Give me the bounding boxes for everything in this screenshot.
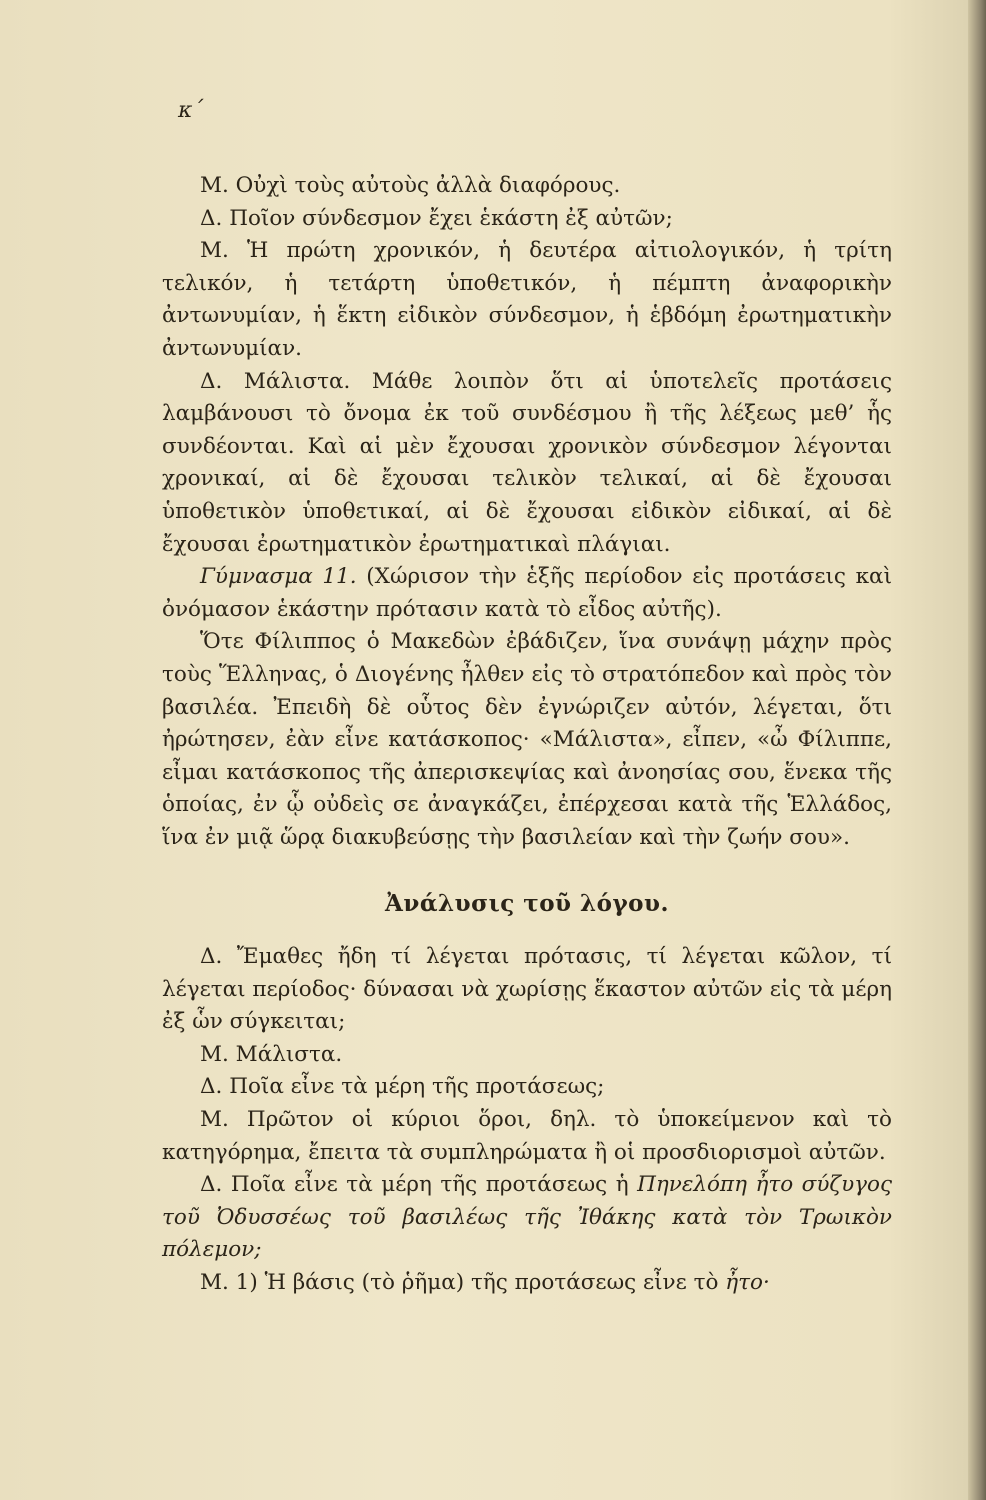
paragraph: Μ. Πρῶτον οἱ κύριοι ὅροι, δηλ. τὸ ὑποκείμενον καὶ τὸ κατηγόρημα, ἔπειτα τὰ συμπληρώματα ἢ οἱ προσδιορισμοὶ αὐτῶν. [162, 1107, 892, 1165]
paragraph: Δ. Ποῖον σύνδεσμον ἔχει ἑκάστη ἐξ αὐτῶν; [200, 205, 673, 231]
question-example-sentence: Πηνελόπη ἦτο σύζυγος τοῦ Ὀδυσσέως τοῦ βασιλέως τῆς Ἰθάκης κατὰ τὸν Τρωικὸν πόλεμον; [162, 1172, 892, 1263]
exercise-instruction [162, 561, 892, 626]
paragraph: Μ. Οὐχὶ τοὺς αὐτοὺς ἀλλὰ διαφόρους. [200, 173, 621, 198]
paragraph: Δ. Ἔμαθες ἤδη τί λέγεται πρότασις, τί λέγεται κῶλον, τί λέγεται περίοδος· δύνασαι νὰ χωρίσῃς ἕκαστον αὐτῶν εἰς τὰ μέρη ἐξ ὧν σύγκειται; [162, 944, 893, 1035]
exercise-instruction-text: (Χώρισον τὴν ἑξῆς περίοδον εἰς προτάσεις καὶ ὀνόμασον ἑκάστην πρότασιν κατὰ τὸ εἶδος αὐτῆς). [162, 564, 892, 622]
question-prefix: Δ. Ποῖα εἶνε τὰ μέρη τῆς προτάσεως ἡ [200, 1172, 629, 1198]
paragraph: Μ. Ἡ πρώτη χρονικόν, ἡ δευτέρα αἰτιολογικόν, ἡ τρίτη τελικόν, ἡ τετάρτη ὑποθετικόν, ἡ πέμπτη ἀναφορικὴν ἀντωνυμίαν, ἡ ἕκτη εἰδικὸν σύνδεσμον, ἡ ἑβδόμη ἐρωτηματικὴν ἀντωνυμίαν. [162, 238, 892, 361]
page-number: κ´ [178, 98, 204, 123]
question-paragraph [162, 1169, 892, 1267]
exercise-passage: Ὅτε Φίλιππος ὁ Μακεδὼν ἐβάδιζεν, ἵνα συνάψῃ μάχην πρὸς τοὺς Ἕλληνας, ὁ Διογένης ἦλθεν εἰς τὸ στρατόπεδον καὶ πρὸς τὸν βασιλέα. Ἐπειδὴ δὲ οὗτος δὲν ἐγνώριζεν αὐτόν, λέγεται, ὅτι ἠρώτησεν, ἐὰν εἶνε κατάσκοπος· «Μάλιστα», εἶπεν, «ὦ Φίλιππε, εἶμαι κατάσκοπος τῆς ἀπερισκεψίας καὶ ἀνοησίας σου, ἕνεκα τῆς ὁποίας, ἐν ᾧ οὐδεὶς σε ἀναγκάζει, ἐπέρχεσαι κατὰ τῆς Ἑλλάδος, ἵνα ἐν μιᾷ ὥρᾳ διακυβεύσῃς τὴν βασιλείαν καὶ τὴν ζωήν σου». [162, 629, 892, 850]
answer-text: Μ. 1) Ἡ βάσις (τὸ ῥῆμα) τῆς προτάσεως εἶνε τὸ [200, 1270, 719, 1295]
paragraph: Μ. Μάλιστα. [200, 1041, 343, 1067]
answer-verb: ἦτο· [725, 1270, 770, 1295]
paragraph: Δ. Μάλιστα. Μάθε λοιπὸν ὅτι αἱ ὑποτελεῖς προτάσεις λαμβάνουσι τὸ ὄνομα ἐκ τοῦ συνδέσμου ἢ τῆς λέξεως μεθ’ ἧς συνδέονται. Καὶ αἱ μὲν ἔχουσαι χρονικὸν σύνδεσμον λέγονται χρονικαί, αἱ δὲ ἔχουσαι τελικὸν τελικαί, αἱ δὲ ἔχουσαι ὑποθετικὸν ὑποθετικαί, αἱ δὲ ἔχουσαι εἰδικὸν εἰδικαί, αἱ δὲ ἔχουσαι ἐρωτηματικὸν ἐρωτηματικαὶ πλάγιαι. [162, 368, 892, 557]
section-heading: Ἀνάλυσις τοῦ λόγου. [385, 890, 669, 918]
page-edge-shadow [968, 0, 986, 1500]
exercise-label: Γύμνασμα 11. [200, 564, 357, 590]
body-text [162, 170, 892, 1300]
answer-paragraph [162, 1267, 892, 1300]
paragraph: Δ. Ποῖα εἶνε τὰ μέρη τῆς προτάσεως; [200, 1074, 605, 1100]
